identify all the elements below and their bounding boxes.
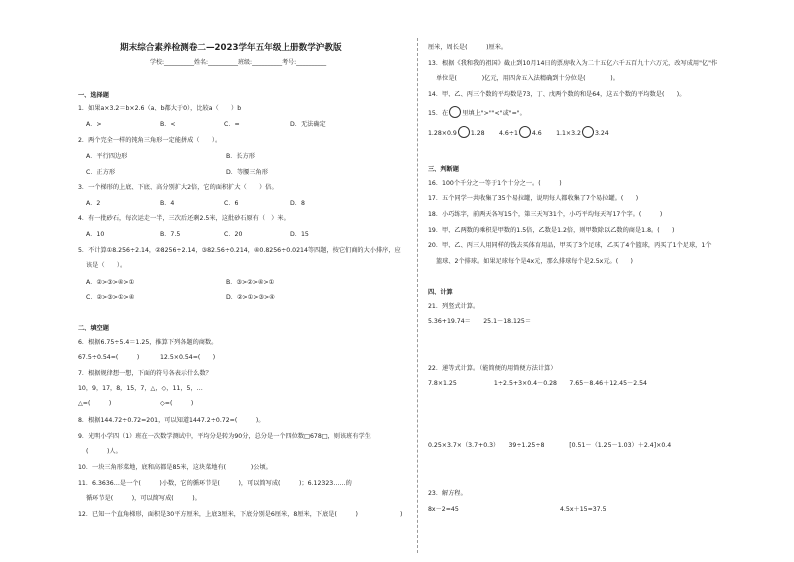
q2-option-b: B．长方形: [226, 153, 255, 160]
q7-answer-diamond: ◇=( ): [160, 400, 194, 407]
q23-equation-1: 8x－2=45: [428, 506, 459, 513]
q15-items: [428, 126, 609, 138]
q15-left-3: 1.1×3.2: [556, 130, 581, 137]
question-12-cont: 厘米，周长是( )厘米。: [428, 44, 508, 51]
student-info-line: 学校:__________姓名:__________班级:__________考号:__________: [150, 59, 327, 66]
left-column: [78, 0, 410, 562]
exam-title: 期末综合素养检测卷二—2023学年五年级上册数学沪教版: [120, 43, 342, 53]
q15-right-3: 3.24: [594, 130, 609, 137]
question-19: 19．甲、乙两数的乘积是甲数的1.5倍，乙数是1.2倍，则甲数除以乙数的商是1.8。( ): [428, 227, 675, 234]
question-3: 3．一个梯形的上底、下底、高分别扩大2倍，它的面积扩大（ ）倍。: [78, 184, 278, 191]
q12-paren: ): [400, 511, 403, 518]
section-judge-title: 三、判断题: [428, 166, 459, 173]
q1-option-d: D．无法确定: [290, 121, 326, 128]
q15-right-2: 4.6: [531, 130, 542, 137]
q22-items-row1: 7.8×1.25 1÷2.5+3×0.4－0.28 7.65－8.46＋12.45－2.54: [428, 380, 647, 387]
question-13-cont: 单位是( )亿元，用四舍五入法精确到十分位是( )。: [436, 75, 619, 82]
question-11: 11．6.3636…是一个( )小数，它的循环节是( )，可以简写成( )；6.12323……的: [78, 480, 352, 487]
question-20-cont: 篮球、2个排球。如果足球每个是4x元，那么排球每个是2.5x元。( ): [436, 258, 633, 265]
question-5: 5．不计算①8.256÷2.14，②8256÷2.14，③82.56÷0.214，④0.8256÷0.0214等四题，按它们商的大小排序，应: [78, 247, 401, 254]
q3-option-c: C．6: [224, 200, 239, 207]
q3-option-d: D．8: [290, 200, 305, 207]
q2-option-c: C．正方形: [86, 169, 116, 176]
question-5-cont: 该是（ ）。: [86, 262, 127, 269]
q5-option-c: C．②>③>①>④: [86, 294, 135, 301]
question-20: 20．甲、乙、丙三人用同样的钱去买体育用品，甲买了3个足球，乙买了4个篮球，丙买了1个足球，1个: [428, 242, 712, 249]
question-14: 14．甲、乙、丙三个数的平均数是73，丁、戊两个数的和是64，这五个数的平均数是( )。: [428, 91, 686, 98]
q15-instruction: 里填上">""<"或"="。: [462, 110, 526, 117]
right-column: [428, 0, 746, 562]
q1-option-b: B．<: [160, 121, 176, 128]
question-15: [428, 106, 526, 118]
question-4: 4．有一批砂石，每次运走一半，三次后还剩2.5米，这批砂石原有（ ）米。: [78, 215, 290, 222]
section-calc-title: 四、计算: [428, 289, 453, 296]
q7-sequence: 10，9，17，8，15，7，△，◇，11，5，…: [78, 385, 203, 392]
q3-option-b: B．4: [160, 200, 175, 207]
q15-left-2: 4.6÷1: [498, 130, 518, 137]
q2-option-a: A．平行四边形: [86, 153, 128, 160]
question-16: 16．100个千分之一等于1个十分之一。( ): [428, 180, 562, 187]
question-8: 8．根据144.72÷0.72=201，可以知道1447.2÷0.72=( )。: [78, 417, 265, 424]
question-10: 10．一块三角形菜地，底和高都是85米，这块菜地有( )公顷。: [78, 464, 272, 471]
q1-option-c: C．=: [224, 121, 240, 128]
question-11-cont: 循环节是( )，可以简写成( )。: [86, 495, 201, 502]
q6-item-2: 12.5×0.54=( ): [160, 354, 216, 361]
q5-option-a: A．②>③>④>①: [86, 279, 135, 286]
q15-right-1: 1.28: [470, 130, 485, 137]
question-7: 7．根据规律想一想，下面的符号各表示什么数？: [78, 370, 212, 377]
question-17: 17．五个同学一共收集了35个易拉罐，说明每人都收集了7个易拉罐。( ): [428, 195, 639, 202]
q4-option-c: C．20: [224, 231, 243, 238]
q23-equation-2: 4.5x＋15=37.5: [560, 506, 607, 513]
q4-option-b: B．7.5: [160, 231, 181, 238]
q2-option-d: D．等腰三角形: [226, 169, 268, 176]
q5-option-d: D．②>①>③>④: [226, 294, 275, 301]
section-fill-title: 二、填空题: [78, 325, 109, 332]
q22-items-row2: 0.25×3.7×（3.7+0.3） 39÷1.25÷8 [0.51－（1.25－1.03）＋2.4]×0.4: [428, 442, 672, 449]
compare-blank-3[interactable]: [582, 126, 594, 138]
q1-option-a: A．>: [86, 121, 102, 128]
question-6: 6．根据6.75÷5.4＝1.25，推算下列各题的商数。: [78, 339, 218, 346]
question-21: 21．列竖式计算。: [428, 303, 480, 310]
column-divider: [417, 38, 418, 553]
question-2: 2．两个完全一样的钝角三角形一定能拼成（ ）。: [78, 137, 222, 144]
compare-blank-2[interactable]: [519, 126, 531, 138]
question-1: 1．如果a×3.2＝b×2.6（a、b都大于0），比较a（ ）b: [78, 105, 242, 112]
question-12: 12．已知一个直角梯形，面积是30平方厘米，上底3厘米，下底分别是6厘米，8厘米，下底是( ): [78, 511, 358, 518]
compare-blank-1[interactable]: [458, 126, 470, 138]
q15-label: 15．在: [428, 110, 449, 117]
q15-left-1: 1.28×0.9: [428, 130, 457, 137]
q6-item-1: 67.5÷0.54=( ): [78, 354, 140, 361]
q4-option-a: A．10: [86, 231, 105, 238]
q21-items: 5.36+19.74＝ 25.1－18.125＝: [428, 318, 532, 325]
section-choice-title: 一、选择题: [78, 92, 109, 99]
q4-option-d: D．15: [290, 231, 309, 238]
question-18: 18．小巧练字，前两天各写15个，第三天写31个，小巧平均每天写17个字。( ): [428, 211, 663, 218]
question-9-cont: ( )人。: [86, 448, 122, 455]
q5-option-b: B．③>②>④>①: [226, 279, 275, 286]
q3-option-a: A．2: [86, 200, 101, 207]
question-23: 23．解方程。: [428, 490, 467, 497]
question-9: 9．光明小学四（1）班在一次数学测试中，平均分是转为90分，总分是一个四位数□678□，则该班有学生: [78, 433, 371, 440]
q7-answer-triangle: △=( ): [78, 400, 112, 407]
question-22: 22．递等式计算。（能简便的用简便方法计算）: [428, 365, 557, 372]
compare-circle-icon: [449, 106, 461, 118]
question-13: 13．根据《我和我的祖国》截止到10月14日的票房收入为二十五亿六千五百九十六万元，改写成用"亿"作: [428, 60, 718, 67]
